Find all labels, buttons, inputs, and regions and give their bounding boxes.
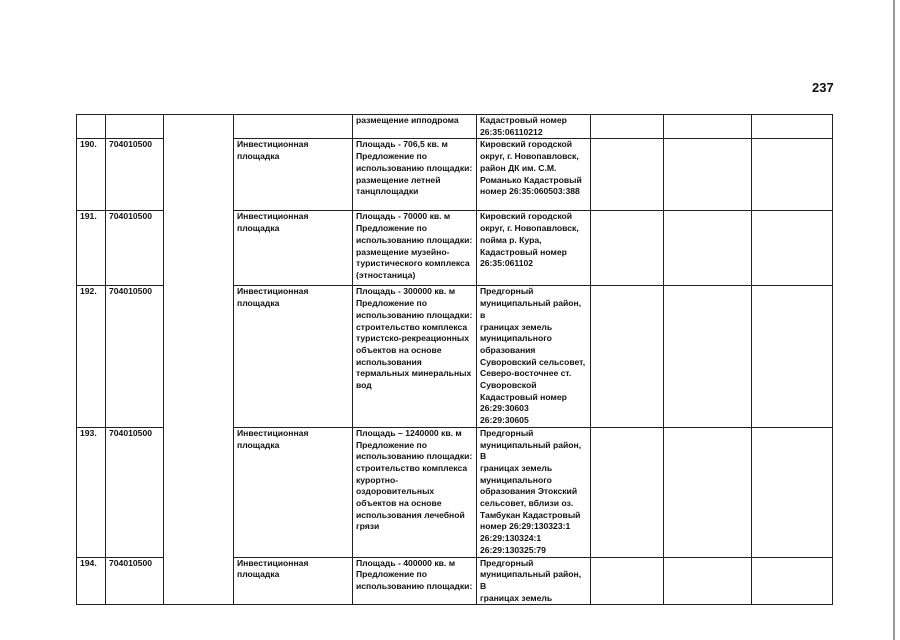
empty-cell — [664, 211, 752, 286]
description-cell: Площадь - 400000 кв. м Предложение по использованию площадки: — [353, 557, 477, 605]
location-cell: Предгорный муниципальный район, В границах земель — [477, 557, 591, 605]
empty-cell — [164, 115, 234, 139]
type-cell: Инвестиционная площадка — [234, 211, 353, 286]
type-cell: Инвестиционная площадка — [234, 427, 353, 557]
empty-cell — [591, 211, 664, 286]
description-cell: Площадь - 300000 кв. м Предложение по использованию площадки: строительство комплекса туристско-рекреационных объектов на основе использования термальных минеральных вод — [353, 286, 477, 427]
code-cell: 704010500 — [106, 211, 164, 286]
table-row — [77, 557, 833, 605]
location-cell: Предгорный муниципальный район, в границах земель муниципального образования Суворовский сельсовет, Северо-восточнее ст. Суворовской Кадастровый номер 26:29:30603 26:29:30605 — [477, 286, 591, 427]
row-number-cell: 191. — [77, 211, 106, 286]
table-row — [77, 139, 833, 211]
empty-cell — [752, 557, 833, 605]
empty-cell — [752, 286, 833, 427]
page-edge-shadow — [893, 0, 895, 640]
empty-cell — [591, 139, 664, 211]
table-row — [77, 286, 833, 427]
type-cell — [234, 115, 353, 139]
type-cell: Инвестиционная площадка — [234, 557, 353, 605]
empty-cell — [591, 286, 664, 427]
page-number: 237 — [812, 80, 834, 95]
code-cell: 704010500 — [106, 139, 164, 211]
code-cell: 704010500 — [106, 557, 164, 605]
description-cell: Площадь – 1240000 кв. м Предложение по использованию площадки: строительство комплекса курортно- оздоровительных объектов на основе использования лечебной грязи — [353, 427, 477, 557]
type-cell: Инвестиционная площадка — [234, 139, 353, 211]
empty-cell — [752, 139, 833, 211]
code-cell: 704010500 — [106, 286, 164, 427]
type-cell: Инвестиционная площадка — [234, 286, 353, 427]
location-cell: Кадастровый номер 26:35:06110212 — [477, 115, 591, 139]
empty-cell — [664, 427, 752, 557]
description-cell: размещение ипподрома — [353, 115, 477, 139]
empty-cell — [664, 557, 752, 605]
empty-cell — [664, 286, 752, 427]
location-cell: Кировский городской округ, г. Новопавловск, район ДК им. С.М. Романько Кадастровый номер 26:35:060503:388 — [477, 139, 591, 211]
location-cell: Предгорный муниципальный район, В границах земель муниципального образования Этокский сельсовет, вблизи оз. Тамбукан Кадастровый номер 26:29:130323:1 26:29:130324:1 26:29:130325:79 — [477, 427, 591, 557]
empty-cell — [164, 427, 234, 557]
empty-cell — [164, 557, 234, 605]
empty-cell — [752, 115, 833, 139]
code-cell: 704010500 — [106, 427, 164, 557]
row-number-cell: 192. — [77, 286, 106, 427]
row-number-cell: 193. — [77, 427, 106, 557]
description-cell: Площадь - 706,5 кв. м Предложение по использованию площадки: размещение летней танцплощадки — [353, 139, 477, 211]
code-cell — [106, 115, 164, 139]
empty-cell — [591, 427, 664, 557]
investment-sites-table — [76, 114, 833, 605]
row-number-cell — [77, 115, 106, 139]
table-row — [77, 211, 833, 286]
empty-cell — [164, 139, 234, 211]
empty-cell — [164, 286, 234, 427]
description-cell: Площадь - 70000 кв. м Предложение по использованию площадки: размещение музейно- туристического комплекса (этностаница) — [353, 211, 477, 286]
empty-cell — [591, 557, 664, 605]
table-row — [77, 427, 833, 557]
location-cell: Кировский городской округ, г. Новопавловск, пойма р. Кура, Кадастровый номер 26:35:061102 — [477, 211, 591, 286]
row-number-cell: 194. — [77, 557, 106, 605]
empty-cell — [664, 139, 752, 211]
empty-cell — [752, 427, 833, 557]
empty-cell — [752, 211, 833, 286]
empty-cell — [164, 211, 234, 286]
empty-cell — [664, 115, 752, 139]
row-number-cell: 190. — [77, 139, 106, 211]
table-row — [77, 115, 833, 139]
empty-cell — [591, 115, 664, 139]
